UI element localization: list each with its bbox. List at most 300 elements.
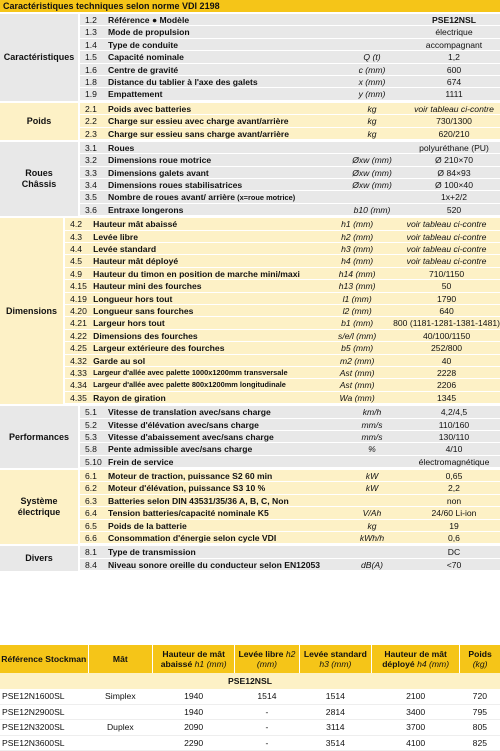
spec-description-text: Hauteur mini des fourches	[93, 281, 202, 292]
spec-number: 6.3	[85, 495, 97, 506]
spec-value: 800 (1181-1281-1381-1481)	[393, 318, 500, 329]
spec-description	[108, 115, 336, 126]
spec-value: voir tableau ci-contre	[406, 219, 487, 230]
spec-group	[0, 546, 500, 571]
spec-table	[0, 14, 500, 573]
spec-unit: b10 (mm)	[353, 204, 391, 215]
category-label: Poids	[0, 103, 78, 140]
header-h4: Hauteur de mât déployé h4 (mm)	[372, 645, 460, 673]
spec-description	[108, 179, 336, 190]
spec-number: 1.5	[85, 52, 97, 63]
spec-description	[108, 39, 336, 50]
cell-ref: PSE12N3200SL	[0, 720, 88, 736]
spec-description	[108, 456, 336, 467]
spec-number: 5.2	[85, 419, 97, 430]
spec-number: 1.9	[85, 89, 97, 100]
spec-unit: kg	[367, 103, 377, 114]
spec-description-text: Niveau sonore oreille du conducteur selon EN12053	[108, 559, 321, 570]
spec-description-text: Capacité nominale	[108, 52, 184, 63]
spec-number: 6.5	[85, 520, 97, 531]
spec-value: 1790	[437, 293, 457, 304]
spec-description-text: Dimensions galets avant	[108, 167, 209, 178]
spec-row	[65, 379, 500, 391]
spec-row	[80, 128, 500, 140]
spec-number: 4.32	[70, 355, 87, 366]
spec-row	[80, 470, 500, 482]
spec-group	[0, 470, 500, 544]
cell-mat	[88, 704, 152, 720]
spec-row	[80, 167, 500, 179]
spec-row	[80, 14, 500, 26]
spec-description-note: (x=roue motrice)	[235, 193, 296, 203]
spec-description-text: Pente admissible avec/sans charge	[108, 444, 253, 455]
spec-unit: Q (t)	[363, 52, 381, 63]
spec-value: 2206	[437, 380, 457, 391]
spec-number: 6.1	[85, 471, 97, 482]
cell-ref: PSE12N1600SL	[0, 689, 88, 704]
cell-mat: Simplex	[88, 689, 152, 704]
spec-row	[80, 88, 500, 100]
spec-description	[108, 64, 336, 75]
spec-number: 3.1	[85, 142, 97, 153]
spec-row	[80, 39, 500, 51]
cell-mat	[88, 735, 152, 751]
spec-value: 2228	[437, 367, 457, 378]
spec-number: 1.4	[85, 39, 97, 50]
spec-row	[80, 443, 500, 455]
cell-h1: 2090	[153, 720, 235, 736]
spec-number: 8.1	[85, 547, 97, 558]
spec-row	[65, 293, 500, 305]
spec-description-text: Levée libre	[93, 231, 139, 242]
cell-h3: 3114	[299, 720, 371, 736]
cell-h4: 3700	[372, 720, 460, 736]
spec-description-text: Hauteur du timon en position de marche mini/maxi	[93, 268, 300, 279]
header-h1: Hauteur de mât abaissé h1 (mm)	[153, 645, 235, 673]
spec-unit: h14 (mm)	[338, 268, 376, 279]
spec-unit: h3 (mm)	[341, 244, 374, 255]
spec-value: <70	[446, 559, 462, 570]
spec-description	[108, 546, 336, 557]
spec-number: 4.4	[70, 244, 83, 255]
spec-unit: V/Ah	[362, 508, 382, 519]
spec-description	[108, 482, 336, 493]
spec-unit: Øxw (mm)	[352, 167, 392, 178]
spec-value: non	[446, 495, 462, 506]
spec-row	[65, 231, 500, 243]
spec-number: 4.15	[70, 281, 87, 292]
cell-h2: -	[235, 735, 299, 751]
spec-row	[65, 218, 500, 230]
spec-value: 4/10	[445, 444, 463, 455]
spec-description	[93, 268, 321, 279]
spec-description	[93, 293, 321, 304]
spec-unit: kg	[367, 520, 377, 531]
spec-description	[93, 305, 321, 316]
spec-unit: h2 (mm)	[341, 231, 374, 242]
spec-row	[80, 456, 500, 468]
page-title: Caractéristiques techniques selon norme VDI 2198	[0, 0, 500, 12]
spec-description-text: Mode de propulsion	[108, 27, 190, 38]
cell-h3: 2814	[299, 704, 371, 720]
spec-row	[80, 191, 500, 203]
spec-value: PSE12NSL	[432, 15, 476, 25]
table-row	[0, 720, 500, 736]
spec-description	[93, 231, 321, 242]
spec-description-text: Distance du tablier à l'axe des galets	[108, 76, 258, 87]
spec-description-text: Dimensions roues stabilisatrices	[108, 180, 243, 191]
spec-description	[108, 495, 336, 506]
spec-value: Ø 100×40	[435, 180, 473, 191]
spec-unit: l2 (mm)	[342, 305, 372, 316]
spec-number: 5.3	[85, 431, 97, 442]
spec-description-text: Empattement	[108, 89, 163, 100]
spec-row	[80, 115, 500, 127]
cell-h1: 1940	[153, 689, 235, 704]
spec-row	[80, 406, 500, 418]
spec-group	[0, 218, 500, 404]
spec-description-text: Type de transmission	[108, 547, 196, 558]
spec-description	[93, 330, 321, 341]
spec-value: 40	[441, 355, 452, 366]
spec-number: 5.8	[85, 444, 97, 455]
spec-description-text: Garde au sol	[93, 355, 146, 366]
spec-description	[108, 51, 336, 62]
spec-value: voir tableau ci-contre	[414, 103, 494, 114]
spec-unit: l1 (mm)	[342, 293, 372, 304]
spec-number: 4.9	[70, 268, 83, 279]
category-label: Divers	[0, 546, 78, 571]
spec-unit	[336, 142, 408, 153]
spec-value: électromagnétique	[418, 456, 490, 467]
spec-description-text: Dimensions roue motrice	[108, 155, 212, 166]
spec-row	[80, 559, 500, 571]
spec-number: 4.22	[70, 330, 87, 341]
spec-value: 0,6	[448, 533, 460, 544]
spec-number: 4.19	[70, 293, 87, 304]
spec-row	[65, 305, 500, 317]
spec-description	[93, 342, 321, 353]
spec-description	[93, 367, 321, 378]
spec-description-text: Charge sur essieu sans charge avant/arrière	[108, 128, 290, 139]
header-poids: Poids (kg)	[460, 645, 500, 673]
spec-unit: x (mm)	[358, 76, 386, 87]
spec-unit: h4 (mm)	[341, 256, 374, 267]
spec-unit	[336, 456, 408, 467]
spec-description	[93, 280, 321, 291]
spec-value: 2,2	[448, 483, 460, 494]
spec-row	[80, 154, 500, 166]
spec-number: 4.21	[70, 318, 87, 329]
spec-description-text: Largeur d'allée avec palette 800x1200mm longitudinale	[93, 380, 286, 390]
spec-description-text: Largeur d'allée avec palette 1000x1200mm transversale	[93, 367, 288, 377]
spec-description	[108, 154, 336, 165]
spec-description	[108, 76, 336, 87]
spec-unit: kWh/h	[359, 533, 385, 544]
cell-h2: -	[235, 704, 299, 720]
header-mat: Mât	[88, 645, 152, 673]
spec-description	[108, 431, 336, 442]
spec-value: 1x+2/2	[440, 192, 468, 203]
spec-group	[0, 103, 500, 140]
cell-h4: 2100	[372, 689, 460, 704]
spec-value: 252/800	[431, 343, 463, 354]
category-label: Roues Châssis	[0, 142, 78, 216]
spec-description	[108, 532, 336, 543]
spec-value: voir tableau ci-contre	[406, 256, 487, 267]
spec-description	[108, 204, 336, 215]
spec-row	[65, 355, 500, 367]
spec-row	[65, 330, 500, 342]
spec-value: 40/100/1150	[422, 330, 471, 341]
spec-value: 674	[446, 76, 462, 87]
spec-description-text: Vitesse d'élévation avec/sans charge	[108, 419, 259, 430]
spec-row	[65, 268, 500, 280]
spec-description-text: Dimensions des fourches	[93, 330, 198, 341]
category-label: Performances	[0, 406, 78, 468]
spec-row	[65, 342, 500, 354]
spec-value: 1111	[445, 89, 463, 100]
table-row	[0, 704, 500, 720]
spec-value: 110/160	[438, 419, 470, 430]
spec-description-text: Type de conduite	[108, 39, 179, 50]
spec-description-text: Centre de gravité	[108, 64, 179, 75]
spec-description-text: Vitesse d'abaissement avec/sans charge	[108, 431, 274, 442]
spec-row	[80, 142, 500, 154]
spec-number: 5.1	[85, 407, 97, 418]
spec-unit: c (mm)	[358, 64, 386, 75]
spec-number: 4.34	[70, 380, 87, 391]
spec-number: 3.4	[85, 180, 97, 191]
spec-row	[80, 64, 500, 76]
spec-description-text: Vitesse de translation avec/sans charge	[108, 407, 271, 418]
spec-unit: km/h	[362, 407, 382, 418]
spec-number: 3.3	[85, 167, 97, 178]
category-label: Système électrique	[0, 470, 78, 544]
spec-description-text: Roues	[108, 142, 135, 153]
spec-description	[108, 88, 336, 99]
spec-row	[80, 179, 500, 191]
spec-description	[108, 419, 336, 430]
spec-value: 1345	[437, 392, 457, 403]
spec-unit: mm/s	[361, 419, 383, 430]
spec-row	[65, 392, 500, 404]
spec-unit: Ast (mm)	[339, 380, 375, 391]
spec-description-text: Hauteur mât déployé	[93, 256, 179, 267]
spec-unit: Øxw (mm)	[352, 180, 392, 191]
cell-poids: 825	[460, 735, 500, 751]
spec-description-text: Poids de la batterie	[108, 520, 187, 531]
spec-unit: b1 (mm)	[341, 318, 374, 329]
spec-description	[93, 255, 321, 266]
spec-value: Ø 210×70	[435, 155, 473, 166]
spec-description-text: Charge sur essieu avec charge avant/arrière	[108, 116, 289, 127]
spec-unit: h1 (mm)	[341, 219, 374, 230]
spec-description-text: Longueur sans fourches	[93, 305, 194, 316]
cell-h1: 1940	[153, 704, 235, 720]
spec-row	[80, 546, 500, 558]
spec-value: DC	[447, 547, 461, 558]
spec-value: 640	[439, 305, 454, 316]
spec-description-text: Tension batteries/capacité nominale K5	[108, 508, 269, 519]
spec-unit	[336, 495, 408, 506]
spec-unit: Wa (mm)	[339, 392, 375, 403]
spec-unit: Ast (mm)	[339, 367, 375, 378]
spec-unit: kW	[365, 483, 379, 494]
spec-group	[0, 14, 500, 101]
cell-h4: 4100	[372, 735, 460, 751]
spec-row	[80, 51, 500, 63]
spec-unit: Øxw (mm)	[352, 155, 392, 166]
spec-number: 4.35	[70, 392, 87, 403]
spec-description-text: Hauteur mât abaissé	[93, 219, 178, 230]
spec-description	[108, 142, 336, 153]
spec-number: 3.2	[85, 155, 97, 166]
spec-value: voir tableau ci-contre	[406, 231, 487, 242]
spec-number: 4.2	[70, 219, 83, 230]
spec-value: 1,2	[448, 52, 460, 63]
spec-value: 130/110	[438, 431, 470, 442]
spec-value: polyuréthane (PU)	[419, 142, 489, 153]
model-row	[0, 673, 500, 689]
spec-value: 50	[441, 281, 452, 292]
table-row	[0, 689, 500, 704]
spec-description	[108, 191, 336, 202]
spec-description	[93, 392, 321, 403]
spec-number: 6.6	[85, 533, 97, 544]
spec-number: 1.8	[85, 76, 97, 87]
spec-description-text: Longueur hors tout	[93, 293, 173, 304]
spec-description-text: Moteur d'élévation, puissance S3 10 %	[108, 483, 266, 494]
spec-number: 4.33	[70, 367, 87, 378]
spec-number: 1.3	[85, 27, 97, 38]
spec-unit	[336, 191, 408, 202]
spec-number: 2.3	[85, 128, 97, 139]
spec-description	[93, 355, 321, 366]
spec-number: 2.2	[85, 116, 97, 127]
spec-number: 4.3	[70, 231, 83, 242]
spec-description	[108, 507, 336, 518]
spec-number: 4.25	[70, 343, 87, 354]
cell-ref: PSE12N3600SL	[0, 735, 88, 751]
spec-value: Ø 84×93	[437, 167, 471, 178]
spec-unit: mm/s	[361, 431, 383, 442]
spec-number: 4.5	[70, 256, 83, 267]
spec-value: 520	[446, 204, 462, 215]
spec-number: 3.6	[85, 204, 97, 215]
spec-description	[93, 243, 321, 254]
spec-value: 710/1150	[428, 268, 465, 279]
spec-number: 4.20	[70, 305, 87, 316]
model-table-header	[0, 645, 500, 673]
spec-unit: kW	[365, 471, 379, 482]
table-row	[0, 735, 500, 751]
spec-unit: y (mm)	[358, 89, 386, 100]
spec-value: 0,65	[445, 471, 463, 482]
header-ref: Référence Stockman	[0, 645, 88, 673]
spec-number: 1.6	[85, 64, 97, 75]
spec-description	[108, 103, 336, 114]
spec-row	[80, 76, 500, 88]
spec-row	[65, 243, 500, 255]
spec-unit: dB(A)	[361, 559, 383, 570]
cell-h2: 1514	[235, 689, 299, 704]
cell-h2: -	[235, 720, 299, 736]
spec-description	[108, 26, 336, 37]
spec-group	[0, 142, 500, 216]
spec-value: 4,2/4,5	[440, 407, 468, 418]
category-label: Dimensions	[0, 218, 63, 404]
spec-description	[93, 218, 321, 229]
cell-ref: PSE12N2900SL	[0, 704, 88, 720]
spec-description-text: Nombre de roues avant/ arrière	[108, 192, 236, 203]
spec-description	[108, 559, 336, 570]
spec-number: 3.5	[85, 192, 97, 203]
spec-row	[80, 520, 500, 532]
header-h2: Levée libre h2 (mm)	[235, 645, 299, 673]
spec-row	[80, 532, 500, 544]
spec-unit: h13 (mm)	[338, 281, 376, 292]
spec-description	[108, 167, 336, 178]
spec-unit: s/e/l (mm)	[338, 330, 377, 341]
spec-description-text: Largeur extérieure des fourches	[93, 343, 225, 354]
spec-description	[108, 470, 336, 481]
spec-row	[65, 317, 500, 329]
spec-number: 6.4	[85, 508, 97, 519]
model-name: PSE12NSL	[0, 673, 500, 689]
spec-row	[80, 482, 500, 494]
cell-poids: 795	[460, 704, 500, 720]
spec-unit	[336, 39, 408, 50]
spec-description	[93, 379, 321, 390]
spec-row	[65, 255, 500, 267]
spec-number: 1.2	[85, 15, 97, 25]
spec-value: 600	[446, 64, 462, 75]
spec-number: 5.10	[85, 456, 102, 467]
spec-description-text: Frein de service	[108, 456, 174, 467]
spec-unit: m2 (mm)	[339, 355, 375, 366]
cell-poids: 720	[460, 689, 500, 704]
cell-h4: 3400	[372, 704, 460, 720]
spec-description-text: Consommation d'énergie selon cycle VDI	[108, 533, 277, 544]
spec-unit: %	[368, 444, 376, 455]
spec-row	[80, 431, 500, 443]
category-label: Caractéristiques	[0, 14, 78, 101]
spec-unit: kg	[367, 128, 377, 139]
spec-unit: b5 (mm)	[341, 343, 374, 354]
spec-description-text: Largeur hors tout	[93, 318, 165, 329]
spec-number: 2.1	[85, 103, 97, 114]
spec-value: 730/1300	[436, 116, 472, 127]
spec-description-text: Rayon de giration	[93, 392, 166, 403]
spec-unit	[336, 14, 408, 25]
spec-value: voir tableau ci-contre	[406, 244, 487, 255]
spec-value: 19	[449, 520, 459, 531]
spec-description-text: Entraxe longerons	[108, 204, 184, 215]
spec-row	[80, 103, 500, 115]
spec-description	[93, 317, 321, 328]
spec-unit	[336, 26, 408, 37]
cell-h3: 1514	[299, 689, 371, 704]
spec-description-text: Moteur de traction, puissance S2 60 min	[108, 471, 273, 482]
spec-row	[80, 419, 500, 431]
spec-row	[65, 367, 500, 379]
spec-description-text: Batteries selon DIN 43531/35/36 A, B, C, Non	[108, 495, 289, 506]
cell-mat: Duplex	[88, 720, 152, 736]
spec-description	[108, 520, 336, 531]
spec-description	[108, 14, 336, 25]
spec-row	[80, 204, 500, 216]
